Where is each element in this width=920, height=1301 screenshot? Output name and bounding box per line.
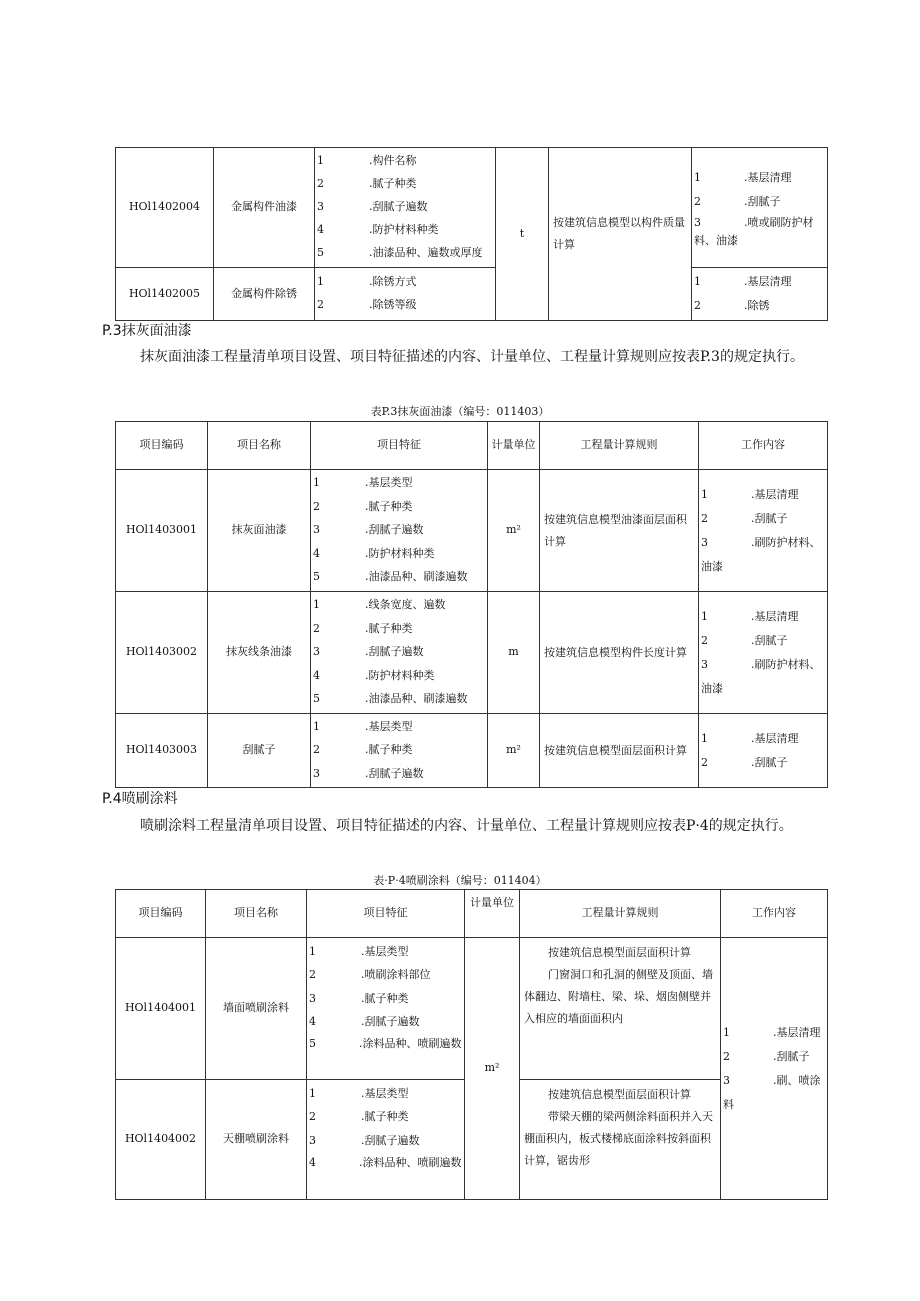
header-rule: 工程量计算规则 — [520, 890, 721, 938]
unit: m — [488, 592, 540, 714]
header-code: 项目编码 — [116, 422, 208, 470]
unit: t — [496, 148, 549, 321]
feature-list: 1 .构件名称 2 .腻子种类 3 .刮腻子遍数 4 .防护材料种类 5 .油漆品种、遍数或厚度 — [315, 148, 496, 268]
item-code: HOl1403003 — [116, 714, 208, 788]
feature-list: 1 .基层类型 2 .腻子种类 3 .刮腻子遍数 4 .涂料品种、喷刷遍数 — [307, 1080, 465, 1200]
table-row — [116, 592, 828, 714]
section-paragraph-p4: 喷刷涂料工程量清单项目设置、项目特征描述的内容、计量单位、工程量计算规则应按表P·4的规定执行。 — [140, 818, 793, 834]
item-name: 金属构件除锈 — [214, 268, 315, 321]
item-name: 抹灰线条油漆 — [208, 592, 311, 714]
table-p4 — [115, 889, 828, 1200]
table-row — [116, 470, 828, 592]
table-row — [116, 268, 828, 321]
header-feature: 项目特征 — [311, 422, 488, 470]
table-p3 — [115, 421, 828, 788]
item-code: HOl1402005 — [116, 268, 214, 321]
feature-list: 1 .除锈方式 2 .除锈等级 — [315, 268, 496, 321]
calc-rule: 按建筑信息模型油漆面层面积计算 — [540, 470, 699, 592]
table-row — [116, 938, 828, 1080]
table-row — [116, 714, 828, 788]
section-paragraph-p3: 抹灰面油漆工程量清单项目设置、项目特征描述的内容、计量单位、工程量计算规则应按表P.3的规定执行。 — [140, 349, 804, 365]
unit: m² — [488, 714, 540, 788]
header-unit: 计量单位 — [488, 422, 540, 470]
header-feature: 项目特征 — [307, 890, 465, 938]
table-caption-p3: 表P.3抹灰面油漆（编号：011403） — [370, 405, 550, 418]
feature-list: 1 .基层类型 2 .腻子种类 3 .刮腻子遍数 4 .防护材料种类 5 .油漆品种、刷漆遍数 — [311, 470, 488, 592]
calc-rule: 按建筑信息模型面层面积计算 门窗洞口和孔洞的侧壁及顶面、墙体翻边、附墙柱、梁、垛、烟囱侧壁并入相应的墙面面积内 — [520, 938, 721, 1080]
feature-list: 1 .基层类型 2 .喷刷涂料部位 3 .腻子种类 4 .刮腻子遍数 5 .涂料品种、喷刷遍数 — [307, 938, 465, 1080]
item-code: HOl1404001 — [116, 938, 206, 1080]
header-unit: 计量单位 — [465, 890, 520, 938]
feature-list: 1 .线条宽度、遍数 2 .腻子种类 3 .刮腻子遍数 4 .防护材料种类 5 .油漆品种、刷漆遍数 — [311, 592, 488, 714]
item-code: HOl1403001 — [116, 470, 208, 592]
item-name: 金属构件油漆 — [214, 148, 315, 268]
calc-rule: 按建筑信息模型构件长度计算 — [540, 592, 699, 714]
table-header-row — [116, 422, 828, 470]
work-list: 1 .基层清理 2 .刮腻子 — [699, 714, 828, 788]
table-header-row — [116, 890, 828, 938]
table-p2-tail — [115, 147, 828, 321]
header-name: 项目名称 — [208, 422, 311, 470]
header-work: 工作内容 — [721, 890, 828, 938]
table-caption-p4: 表·P·4喷刷涂料（编号：011404） — [373, 874, 547, 887]
header-code: 项目编码 — [116, 890, 206, 938]
header-rule: 工程量计算规则 — [540, 422, 699, 470]
item-name: 天棚喷刷涂料 — [206, 1080, 307, 1200]
work-list: 1 .基层清理 2 .除锈 — [692, 268, 828, 321]
item-code: HOl1403002 — [116, 592, 208, 714]
item-code: HOl1404002 — [116, 1080, 206, 1200]
unit: m² — [488, 470, 540, 592]
unit: m² — [465, 938, 520, 1200]
work-list: 1 .基层清理 2 .刮腻子 3 .刷防护材料、油漆 — [699, 470, 828, 592]
header-work: 工作内容 — [699, 422, 828, 470]
work-list: 1 .基层清理 2 .刮腻子 3 .刷、喷涂料 — [721, 938, 828, 1200]
calc-rule: 按建筑信息模型面层面积计算 带梁天棚的梁两侧涂料面积并入天棚面积内，板式楼梯底面涂料按斜面积计算，锯齿形 — [520, 1080, 721, 1200]
section-heading-p3: P.3抹灰面油漆 — [102, 323, 192, 339]
item-name: 墙面喷刷涂料 — [206, 938, 307, 1080]
calc-rule: 按建筑信息模型面层面积计算 — [540, 714, 699, 788]
section-heading-p4: P.4喷刷涂料 — [102, 791, 178, 807]
work-list: 1 .基层清理 2 .刮腻子 3 .喷或刷防护材料、油漆 — [692, 148, 828, 268]
table-row — [116, 148, 828, 268]
item-name: 刮腻子 — [208, 714, 311, 788]
feature-list: 1 .基层类型 2 .腻子种类 3 .刮腻子遍数 — [311, 714, 488, 788]
item-code: HOl1402004 — [116, 148, 214, 268]
item-name: 抹灰面油漆 — [208, 470, 311, 592]
header-name: 项目名称 — [206, 890, 307, 938]
work-list: 1 .基层清理 2 .刮腻子 3 .刷防护材料、油漆 — [699, 592, 828, 714]
calc-rule: 按建筑信息模型以构件质量计算 — [549, 148, 692, 321]
